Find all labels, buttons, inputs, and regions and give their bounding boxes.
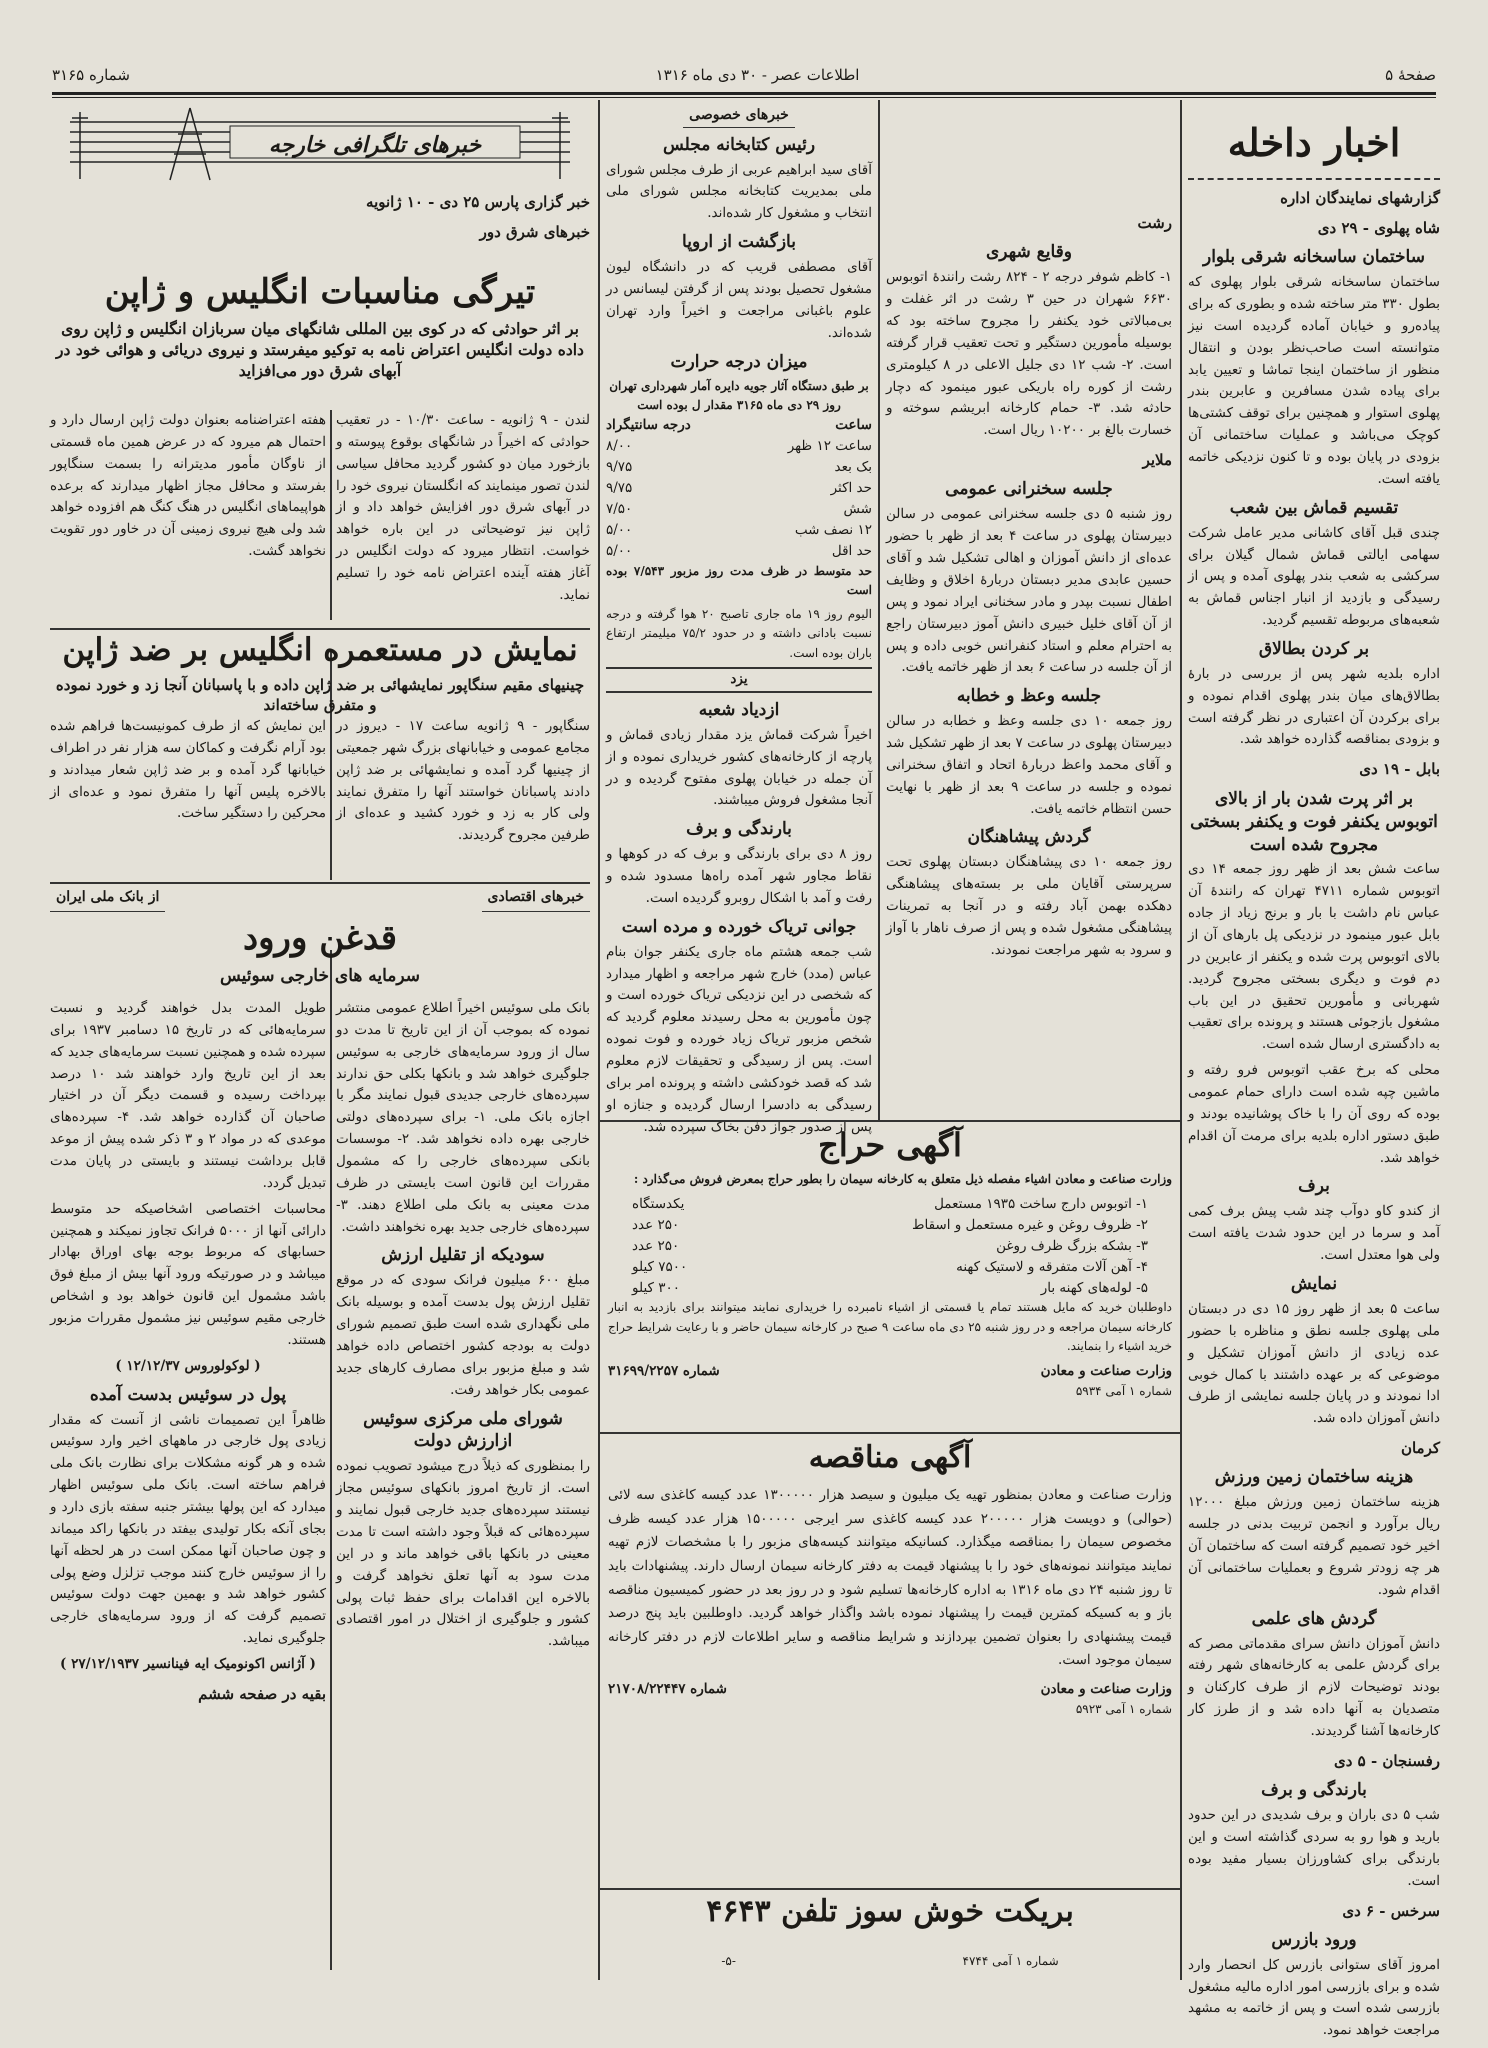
main-subhead: بر اثر حوادثی که در کوی بین المللی شانگهای میان سربازان انگلیس و ژاپن روی داده دولت انگلیس اعتراض نامه به توکیو میفرستد و نیروی دریائی و هوائی خود در آبهای شرق دور می‌افزاید	[56, 318, 584, 380]
foreign-story-a	[336, 410, 590, 620]
table-row: بک بعد ۹/۷۵	[606, 459, 872, 476]
column-divider	[598, 100, 600, 1980]
story-title: جوانی تریاک خورده و مرده است	[621, 916, 857, 937]
auction-signature: وزارت صناعت و معادن	[1040, 1362, 1172, 1379]
city-heading-malayer: ملایر	[1142, 451, 1172, 470]
city-heading-yazd: یزد	[606, 667, 872, 693]
story-body: این نمایش که از طرف کمونیست‌ها فراهم شده بود آرام نگرفت و کماکان سه هزار نفر در اطراف خیابانها گرد آمده و بر ضد ژاپن شعار میدادند و بالاخره پلیس آنها را متفرق نمود و عده‌ای از محرکین را دستگیر ساخت.	[50, 718, 326, 822]
story-title: بارندگی و برف	[686, 819, 792, 840]
temperature-date: روز ۲۹ دی ماه ۳۱۶۵ مقدار ل بوده است	[637, 397, 841, 412]
story-body: اخیراً شرکت قماش یزد مقدار زیادی قماش و پارچه از کارخانه‌های کشور خریداری نموده و از آن جمله در خیابان پهلوی مفتوح گردیده و در آنجا مشغول فروش میباشند.	[606, 726, 872, 809]
story-body: روز جمعه ۱۰ دی جلسه وعظ و خطابه در سالن دبیرستان پهلوی در ساعت ۷ بعد از ظهر تشکیل شد و آقای محمد واعظ دربارهٔ اتحاد و اتفاق سخنرانی نموده و جلسه در ساعت ۹ بعد از ظهر با نهایت حسن انتظام خاتمه یافت.	[886, 713, 1173, 817]
city-heading-rasht: رشت	[1137, 214, 1172, 232]
story-body: دانش آموزان دانش سرای مقدماتی مصر که برای گردش علمی به کارخانه‌های شهر رفته بودند توضیحات لازم از طرف کارکنان و متصدیان به آنها داده شد و از طرز کار کارخانه‌ها آشنا گردیدند.	[1188, 1635, 1440, 1739]
story-title: تقسیم قماش بین شعب	[1229, 497, 1399, 518]
footer-page: -۵-	[721, 1954, 736, 1968]
briquette-ad	[608, 1894, 1172, 1950]
headline-block-2	[50, 632, 590, 716]
story-body: اداره بلدیه شهر پس از بررسی در بارهٔ بطالاق‌های میان بندر پهلوی اقدام نموده و برای برکردن آن اعتباری در نظر گرفته است و بزودی بمناقصه گذارده خواهد شد.	[1188, 665, 1440, 748]
story-body: روز ۸ دی برای بارندگی و برف که در کوهها و نقاط مجاور شهر آمده راه‌ها مسدود شده و رفت و آمد با اشکال روبرو گردیده است.	[606, 846, 872, 906]
city-heading-shah: شاه پهلوی - ۲۹ دی	[1317, 218, 1440, 237]
story-body: ساختمان ساسخانه شرقی بلوار پهلوی که بطول ۳۳۰ متر ساخته شده و بطوری که برای پیاده‌رو و خیابان آماده گردیده است نیز متوانسته است صاحب‌نظر بودن و انتقال منظور از ساختمان اینجا تماشا و تعیین یابد برای پیاده شدن مسافرین و عابرین بندر پهلوی استوار و همچنین برای توقف کشتی‌ها کوچک می‌باشد و عملیات ساختمانی آن بزودی در پایان بوده و تا کنون نزدیکی خاتمه یافته است.	[1188, 274, 1440, 487]
subheading: شورای ملی مرکزی سوئیس ازارزش دولت	[363, 1408, 563, 1452]
list-item: ۵- لوله‌های کهنه بار ۳۰۰ کیلو	[632, 1279, 1148, 1296]
econ-story-right	[336, 998, 590, 1978]
story-body: شب جمعه هشتم ماه جاری یکنفر جوان بنام عباس (مدد) خارج شهر مراجعه و اظهار میدارد که شخصی در این نزدیکی تریاک خورده است و چون مأمورین به محل رسیدند معلوم گردید که شخص مزبور تریاک زیاد خورده و فوت نموده است. پس از رسیدگی و تحقیقات لازم معلوم شد که قصد خودکشی داشته و پرونده امر برای رسیدگی به دادسرا ارسال گردیده و جنازه او پس از صدور جواز دفن بخاک سپرده شد.	[606, 943, 872, 1135]
story-body: از کندو کاو دوآب چند شب پیش برف کمی آمد و سرما در این حدود شدت یافته است ولی هوا معتدل است.	[1188, 1203, 1440, 1264]
story-title: میزان درجه حرارت	[670, 351, 808, 372]
story-body: آقای مصطفی قریب که در دانشگاه لیون مشغول تحصیل بودند پس از گرفتن لیسانس در علوم باغبانی مراجعت و اخیراً وارد تهران شده‌اند.	[606, 259, 872, 341]
story-body: را بمنظوری که ذیلاً درج میشود تصویب نموده است. از تاریخ امروز بانکهای سوئیس مجاز نیستند سپرده‌های جدید خارجی قبول نمایند و سپرده‌هائی که قبلاً وجود داشته است تا مدت معینی در بانکها باقی خواهد ماند و در این مدت سود به آنها تعلق نخواهد گرفت و بالاخره این اقدامات برای حفظ ثبات پولی کشور و جلوگیری از اختلال در امور اقتصادی میباشد.	[336, 1458, 590, 1650]
source-quote: ( آژانس اکونومیک ایه فینانسیر ۲۷/۱۲/۱۹۳۷ )	[60, 1656, 316, 1672]
story-body: آقای سید ابراهیم عربی از طرف مجلس شورای ملی بمدیریت کتابخانه مجلس شورای ملی انتخاب و مشغول کار شده‌اند.	[606, 161, 872, 222]
econ-label: خبرهای اقتصادی	[482, 886, 591, 912]
econ-labels	[50, 886, 590, 912]
list-item: ۱- اتوبوس دارج ساخت ۱۹۳۵ مستعمل یکدستگاه	[632, 1195, 1148, 1212]
special-heading: خبرهای خصوصی	[683, 104, 795, 128]
column-divider	[878, 100, 880, 1120]
column-divider	[330, 410, 332, 620]
story-body: محاسبات اختصاصی اشخاصیکه حد متوسط دارائی آنها از ۵۰۰۰ فرانک تجاوز نمیکند و همچنین حسابهای که مربوط بوجه بهای اوراق بهادار میباشد و در صورتیکه ورود آنها بیش از مبلغ فوق باشد مشمول این قانون خواهد بود و اشخاص خارجی مقیم سوئیس نیز مشمول مقررات مزبور هستند.	[50, 1200, 327, 1348]
main-headline: تیرگی مناسبات انگلیس و ژاپن	[104, 272, 536, 312]
section-rule	[50, 882, 590, 884]
ad-rule	[600, 1120, 1180, 1122]
subheading: پول در سوئیس بدست آمده	[89, 1384, 287, 1405]
story-body: هزینه ساختمان زمین ورزش مبلغ ۱۲۰۰۰ ریال برآورد و انجمن تربیت بدنی در جلسه اخیر خود تصمیم گرفته است که ساختمان آن هر چه زودتر شروع و بعملیات ساختمانی آن اقدام شود.	[1188, 1494, 1440, 1598]
section-far-east: خبرهای شرق دور	[479, 223, 590, 242]
foreign-story-d	[50, 716, 326, 876]
foreign-masthead: خبرهای تلگرافی خارجه	[268, 132, 482, 158]
story-title: ورود بازرس	[1271, 1929, 1357, 1950]
foreign-story-b	[50, 410, 326, 620]
column-divider	[330, 950, 332, 1970]
story-title: ساختمان ساسخانه شرقی بلوار	[1203, 247, 1425, 268]
subheading: سودیکه از تقلیل ارزش	[381, 1245, 545, 1266]
list-item: ۴- آهن آلات متفرقه و لاستیک کهنه ۷۵۰۰ کیلو	[632, 1258, 1148, 1275]
story-title: ازدیاد شعبه	[698, 699, 780, 720]
domestic-column	[1188, 104, 1440, 2039]
table-row: حد اکثر ۹/۷۵	[606, 480, 872, 497]
auction-body: داوطلبان خرید که مایل هستند تمام یا قسمتی از اشیاء نامبرده را خریداری نمایند میتوانند برای بازدید به انبار کارخانه سیمان مراجعه و در روز شنبه ۲۵ دی ماه ساعت ۹ صبح در کارخانه سیمان حاضر و با رعایت شرایط حراج خرید اشیاء را بنمایند.	[608, 1300, 1173, 1354]
auction-ref: شماره ۱ آمی ۵۹۳۴	[1075, 1383, 1172, 1398]
auction-number: شماره ۳۱۶۹۹/۲۲۵۷	[608, 1362, 720, 1379]
story-title: گردش پیشاهنگان	[967, 827, 1091, 848]
list-item: ۲- ظروف روغن و غیره مستعمل و اسقاط ۲۵۰ عدد	[632, 1216, 1148, 1233]
story-body: بانک ملی سوئیس اخیراً اطلاع عمومی منتشر نموده که بموجب آن از این تاریخ تا مدت دو سال از ورود سرمایه‌های خارجی به سوئیس جلوگیری خواهد شد و بانکها بکلی حق ندارند سپرده‌های خارجی جدیدی قبول نمایند مگر با اجازه بانک ملی. ۱- برای سپرده‌های دولتی خارجی بهره داده نخواهد شد. ۲- موسسات بانکی سپرده‌های خارجی را که مشمول مقررات این قانون است بایستی در ظرف مدت معینی به بانک ملی اطلاع دهند. ۳- سپرده‌های خارجی جدید بهره نخواهند داشت.	[336, 1000, 590, 1235]
ad-rule	[600, 1432, 1180, 1434]
temp-col-hour: ساعت	[835, 417, 872, 434]
date-line: اطلاعات عصر - ۳۰ دی ماه ۱۳۱۶	[655, 66, 860, 84]
weather-note: الیوم روز ۱۹ ماه جاری تاصبح ۲۰ هوا گرفته و درجه نسبت بادانی داشته و در حدود ۷۵/۲ میلیمتر ارتفاع باران بوده است.	[606, 606, 872, 660]
story-body: محلی که برخ عقب اتوبوس فرو رفته و ماشین چپه شده است دارای حمام عمومی بوده که روی آن را با خاک پوشانیده بودند و طبق دستور اداره بلدیه برای مرمت آن اقدام خواهد شد.	[1188, 1062, 1440, 1166]
continued-note: بقیه در صفحه ششم	[198, 1684, 326, 1703]
reports-heading: گزارشهای نمایندگان اداره	[1188, 178, 1440, 210]
tender-title: آگهی مناقصه	[808, 1440, 972, 1475]
story-title: گردش های علمی	[1251, 1608, 1377, 1629]
city-heading-kerman: کرمان	[1400, 1439, 1440, 1458]
tender-footer	[608, 1679, 1172, 1700]
table-row: شش ۷/۵۰	[606, 501, 872, 518]
story-body: ساعت ۵ بعد از ظهر روز ۱۵ دی در دبستان ملی پهلوی جلسه نطق و مناظره با حضور عده زیادی از دانش آموزان تشکیل و موضوعی که بر عهده داشتند با کمال خوبی ادا نمودند و در پایان جلسه نمایشی از طرف دانش آموزان داده شد.	[1188, 1300, 1440, 1427]
story-body: ظاهراً این تصمیمات ناشی از آنست که مقدار زیادی پول خارجی در ماههای اخیر وارد سوئیس شده و هر گونه مشکلات برای نظارت بانک ملی فراهم ساخته است. بانک ملی سوئیس اظهار میدارد که این پولها بیشتر جنبه سفته بازی دارد و بجای آنکه بکار تولیدی بیفتد در بانکها راکد میماند و چون صاحبان آنها ممکن است در هر لحظه آنها را از سوئیس خارج کنند موجب تزلزل وضع پولی کشور خواهد شد و بهمین جهت دولت سوئیس تصمیم گرفت که از ورود سرمایه‌های خارجی جلوگیری نماید.	[50, 1411, 326, 1647]
story-body: امروز آقای ستوانی بازرس کل انحصار وارد شده و برای بازرسی امور اداره مالیه مشغول بازرسی شده است و پس از خاتمه به مشهد مراجعت خواهد نمود.	[1188, 1956, 1440, 2039]
section-rule	[50, 628, 590, 630]
story-body: مبلغ ۶۰۰ میلیون فرانک سودی که در موقع تقلیل ارزش پول بدست آمده و بوسیله بانک ملی نگهداری شده است طبق تصمیم شورای دولت به بودجه کشور اختصاص داده خواهد شد و مبلغ مزبور برای مصارف کارهای جدید عمومی بکار خواهد رفت.	[336, 1272, 590, 1398]
story-title: بر کردن بطالاق	[1258, 638, 1370, 659]
auction-footer	[608, 1361, 1172, 1382]
page-footer	[608, 1952, 1172, 1974]
temperature-average: حد متوسط در ظرف مدت روز مزبور ۷/۵۴۳ بوده است	[606, 563, 872, 598]
story-body: لندن - ۹ ژانویه - ساعت ۱۰/۳۰ - در تعقیب حوادثی که اخیراً در شانگهای بوقوع پیوسته و بازخورد میان دو کشور گردید محافل سیاسی لندن تصور مینمایند که انگلستان نیروی خود را در آبهای شرق دور افزایش خواهد داد و از ژاپن نیز توضیحاتی در این باره خواهد خواست. انتظار میرود که دولت انگلیس در آغاز هفته آینده اعتراض نامه خود را تسلیم نماید.	[336, 412, 590, 603]
story-title: وقایع شهری	[986, 242, 1072, 263]
story-title: بر اثر پرت شدن بار از بالای اتوبوس یکنفر فوت و یکنفر بسختی مجروح شده است	[1190, 788, 1438, 855]
footer-number: شماره ۱ آمی ۴۷۴۴	[962, 1954, 1059, 1968]
story-body: روز شنبه ۵ دی جلسه سخنرانی عمومی در سالن دبیرستان پهلوی در ساعت ۴ بعد از ظهر با حضور عده‌ای از دانش آموزان و اهالی تشکیل شد و آقای حسین عابدی مدیر دبستان دربارهٔ اخلاق و وظایف اطفال نسبت بپدر و مادر سخنانی ایراد نمود و پس از آن آقای خلیل خبیری دانش آموز دبیرستان راجع به احترام معلم و استاد کنفرانس خوبی داده و پس از آن جلسه در ساعت ۶ بعد از ظهر خاتمه یافت.	[886, 506, 1172, 676]
temperature-source: بر طبق دستگاه آثار جویه دایره آمار شهرداری تهران	[609, 378, 869, 393]
headline-block	[50, 272, 590, 392]
tender-body: وزارت صناعت و معادن بمنظور تهیه یک میلیون و سیصد هزار ۱۳۰۰۰۰۰ عدد کیسه کاغذی سه لائی (حوالی) و دویست هزار ۲۰۰۰۰۰ عدد کیسه کاغذی سر ایرجی ۱۵۰۰۰۰۰ هزار عدد کیسه ظرف مخصوص سیمان را بمناقصه میگذارد. کسانیکه میتوانند کیسه‌های مزبور را با مشخصات لازم تهیه نمایند میتوانند نمونه‌های خود را با پیشنهاد قیمت به دفتر کارخانه سیمان ارسال دارند. پیشنهادات باید تا روز شنبه ۲۴ دی ماه ۱۳۱۶ به اداره کارخانه‌ها تسلیم شود و در روز بعد در حضور کمیسیون مناقصه باز و به کسیکه کمترین قیمت را پیشنهاد نموده باشد واگذار خواهد گردید. داوطلبین باید پنج درصد قیمت پیشنهادی را بعنوان تضمین بپردازند و شرایط مناقصه و سایر اطلاعات لازم در دفتر کارخانه سیمان موجود است.	[608, 1487, 1173, 1669]
auction-intro: وزارت صناعت و معادن اشیاء مفصله ذیل متعلق به کارخانه سیمان را بطور حراج بمعرض فروش می‌گذارد :	[633, 1172, 1172, 1187]
headline-block-3	[50, 918, 590, 990]
econ-story-left	[50, 998, 326, 1978]
story-title: رئیس کتابخانه مجلس	[662, 134, 816, 155]
story-body: شب ۵ دی باران و برف شدیدی در این حدود بارید و هوا رو به سردی گذاشته است و این بارندگی برای کشاورزان بسیار مفید بوده است.	[1188, 1807, 1440, 1889]
story-title: بازگشت از اروپا	[682, 232, 796, 253]
auction-title: آگهی حراج	[818, 1126, 962, 1164]
auction-items	[608, 1194, 1172, 1299]
tender-signature: وزارت صناعت و معادن	[1040, 1681, 1172, 1697]
subhead-3: سرمایه های خارجی سوئیس	[219, 965, 421, 986]
foreign-story-c	[336, 716, 590, 876]
story-body: سنگاپور - ۹ ژانویه ساعت ۱۷ - دیروز در مجامع عمومی و خیابانهای بزرگ شهر جمعیتی از چینیها گرد آمده و نمایشهائی بر ضد ژاپن دادند پاسبانان خواستند آنها را متفرق نمایند ولی کار به زد و خورد کشید و عده‌ای از طرفین مجروح گردیدند.	[336, 718, 590, 844]
foreign-dateline: خبر گزاری پارس ۲۵ دی - ۱۰ ژانویه	[366, 193, 590, 211]
headline-3: قدغن ورود	[243, 918, 397, 958]
story-title: جلسه وعظ و خطابه	[956, 686, 1102, 707]
page-header	[52, 64, 1436, 86]
tender-ref: شماره ۱ آمی ۵۹۲۳	[1075, 1701, 1172, 1716]
story-title: بارندگی و برف	[1261, 1780, 1367, 1801]
list-item: ۳- بشکه بزرگ ظرف روغن ۲۵۰ عدد	[632, 1237, 1148, 1254]
auction-ad	[608, 1126, 1172, 1426]
story-body: چندی قبل آقای کاشانی مدیر عامل شرکت سهامی ایالتی قماش شمال گیلان برای سرکشی به شعب بندر پهلوی آمده و پس از رسیدگی و بازدید از انبار اجناس قماش به شعبه‌های مربوطه تقسیم گردید.	[1188, 524, 1440, 629]
story-title: نمایش	[1290, 1273, 1338, 1294]
table-row: ۱۲ نصف شب ۵/۰۰	[606, 521, 872, 538]
story-body: روز جمعه ۱۰ دی پیشاهنگان دبستان پهلوی تحت سرپرستی آقایان ملی بر بسته‌های پیشاهنگی دهکده بهمن آباد رفته و در آنجا به تمرینات پیشاهنگی مشغول شده و پس از صرف ناهار با آواز و سرود به شهر مراجعت نمودند.	[886, 854, 1172, 958]
story-body: هفته اعتراضنامه بعنوان دولت ژاپن ارسال دارد و احتمال هم میرود که در عرض همین ماه قسمتی از ناوگان مأمور مدیترانه را بسمت سنگاپور بفرستد و محافل مجاز اظهار میدارند که برعده هواپیماهای انگلیس در هنگ کنگ هم افزوده خواهد شد ولی هیچ نیروی زمینی آن در خاور دور تقویت نخواهد گشت.	[50, 412, 326, 560]
story-title: جلسه سخنرانی عمومی	[945, 479, 1113, 500]
story-title: هزینه ساختمان زمین ورزش	[1214, 1467, 1414, 1488]
story-body: ساعت شش بعد از ظهر روز جمعه ۱۴ دی اتوبوس شماره ۴۷۱۱ تهران که رانندهٔ آن عباس نام داشت با بار و برنج زیاد از جاده بابل عبور مینمود در نزدیکی پل بارهای آن از بالای اتوبوس پرت شده و یکنفر از عابرین در دم فوت و دیگری بسختی مجروح گردید. شهربانی و مأمورین تحقیق در این باب مشغول بازجوئی هستند و پرونده برای تعقیب به دادگستری ارسال شده است.	[1188, 861, 1440, 1053]
city-heading-babol: بابل - ۱۹ دی	[1359, 760, 1440, 779]
source-quote: ( لوکولوروس ۱۲/۱۲/۳۷ )	[115, 1357, 261, 1374]
column-divider	[1180, 100, 1182, 1980]
issue-number: شماره ۳۱۶۵	[52, 66, 130, 84]
city-heading-rafsanjan: رفسنجان - ۵ دی	[1334, 1751, 1440, 1770]
table-row: ساعت ۱۲ ظهر ۸/۰۰	[606, 438, 872, 455]
temperature-table-header	[606, 415, 872, 436]
rasht-column	[886, 205, 1172, 1115]
temperature-table	[606, 436, 872, 562]
ad-rule	[600, 1888, 1180, 1890]
table-row: حد اقل ۵/۰۰	[606, 542, 872, 559]
story-body: ۱- کاظم شوفر درجه ۲ - ۸۲۴ رشت رانندهٔ اتوبوس ۶۶۳۰ شهران در حین ۳ رشت در اثر غفلت و بی‌مبالاتی خود یکنفر را مجروح ساخته بود که بوسیله مأمورین دستگیر و تحت تعقیب قرار گرفته است. ۲- شب ۱۲ دی جلیل الاعلی در ۸ کیلومتری رشت از کوره راه باریکی عبور مینمود که دچار حادثه شد. ۳- حمام کارخانه ابریشم سوخته و خسارت بالغ بر ۱۰۲۰۰ ریال است.	[886, 269, 1173, 439]
header-rule-thin	[52, 97, 1436, 98]
tender-ad	[608, 1440, 1172, 1880]
foreign-masthead-area	[50, 104, 590, 242]
story-title: برف	[1298, 1176, 1330, 1197]
briquette-ad-text: بریکت خوش سوز تلفن ۴۶۴۳	[706, 1894, 1074, 1929]
special-news-column	[606, 104, 872, 1135]
domestic-masthead: اخبار داخله	[1227, 120, 1401, 165]
page-number: صفحهٔ ۵	[1385, 66, 1436, 84]
story-body: طویل المدت بدل خواهند گردید و نسبت سرمایه‌هائی که در تاریخ ۱۵ دسامبر ۱۹۳۷ برای سپرده شده و همچنین نسبت سرمایه‌های جدید که بعد از این تاریخ وارد خواهند شد ۱۰ درصد بپرداخت رسیده و قسمت دیگر آن در اختیار صاحبان آن گذارده خواهد شد. ۴- سپرده‌های موعدی که در مواد ۲ و ۳ ذکر شده پیش از موعد قابل برداشت نیستند و بایستی در پایان مدت تبدیل گردد.	[50, 1000, 326, 1191]
subhead-2: چینیهای مقیم سنگاپور نمایشهائی بر ضد ژاپن داده و با پاسبانان آنجا زد و خورد نموده و متفرق ساخته‌اند	[55, 676, 585, 715]
tender-number: شماره ۲۱۷۰۸/۲۲۴۴۷	[608, 1681, 727, 1697]
temp-col-degree: درجه سانتیگراد	[606, 417, 691, 434]
header-rule	[52, 92, 1436, 95]
city-heading-sarakhs: سرخس - ۶ دی	[1342, 1901, 1440, 1920]
headline-2: نمایش در مستعمره انگلیس بر ضد ژاپن	[62, 632, 578, 668]
bank-label: از بانک ملی ایران	[50, 886, 165, 912]
